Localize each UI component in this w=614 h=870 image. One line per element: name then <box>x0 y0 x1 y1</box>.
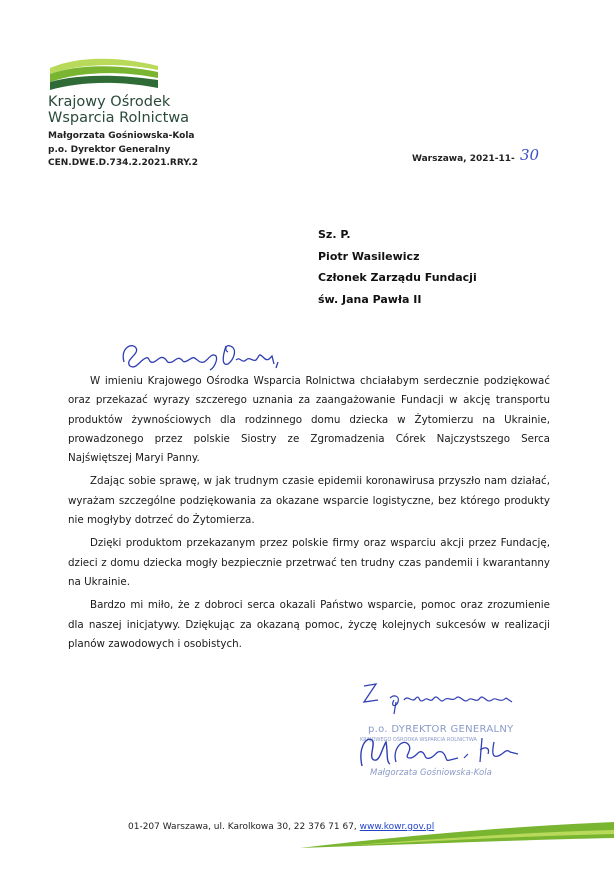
handwritten-salutation <box>118 338 288 372</box>
stamp-name: Małgorzata Gośniowska-Kola <box>370 768 492 778</box>
recipient-salutation: Sz. P. <box>318 228 351 241</box>
organization-name <box>48 94 189 126</box>
footer <box>128 822 434 832</box>
recipient-organization: św. Jana Pawła II <box>318 292 422 306</box>
handwritten-signature <box>352 728 522 774</box>
stamp-title: p.o. DYREKTOR GENERALNY <box>368 724 514 735</box>
body-paragraph-4: Bardzo mi miło, że z dobroci serca okazali Państwo wsparcie, pomoc oraz zrozumienie dla naszej inicjatywy. Dziękując za okazaną pomoc, życzę kolejnych sukcesów w realizacji planów zawodowych i osobistych. <box>68 599 550 650</box>
letter-date: Warszawa, 2021-11- <box>412 154 515 164</box>
handwritten-closing <box>360 678 520 716</box>
body-paragraph-3: Dzięki produktom przekazanym przez polskie firmy oraz wsparciu akcji przez Fundację, dzieci z domu dziecka mogły bezpiecznie przetrwać ten trudny czas pandemii i kwarantanny na Ukrainie. <box>68 537 550 588</box>
recipient-role: Członek Zarządu Fundacji <box>318 271 477 284</box>
body-paragraph-1: W imieniu Krajowego Ośrodka Wsparcia Rolnictwa chciałabym serdecznie podziękować oraz przekazać wyrazy szczerego uznania za zaangażowanie Fundacji w akcję transportu produktów żywnościowych dla rodzinnego domu dziecka w Żytomierzu na Ukrainie, prowadzonego przez polskie Siostry ze Zgromadzenia Córek Najczystszego Serca Najświętszej Maryi Panny. <box>68 375 550 465</box>
sender-name: Małgorzata Gośniowska-Kola <box>48 131 195 141</box>
handwritten-date-day: 30 <box>520 146 540 164</box>
footer-swoosh <box>0 808 614 870</box>
body-paragraph-2: Zdając sobie sprawę, w jak trudnym czasie epidemii koronawirusa przyszło nam działać, wyrażam szczególne podziękowania za okazane wsparcie logistyczne, bez którego produkty nie mogłyby dotrzeć do Żytomierza. <box>68 475 550 527</box>
recipient-block <box>318 224 477 310</box>
footer-address: 01-207 Warszawa, ul. Karolkowa 30, 22 376 71 67, <box>128 822 357 832</box>
sender-block <box>48 130 198 171</box>
org-name-line1: Krajowy Ośrodek <box>48 94 171 110</box>
reference-number: CEN.DWE.D.734.2.2021.RRY.2 <box>48 158 198 168</box>
letter-body <box>68 372 550 658</box>
footer-website-link[interactable]: www.kowr.gov.pl <box>359 822 435 832</box>
sender-title: p.o. Dyrektor Generalny <box>48 144 171 155</box>
org-name-line2: Wsparcia Rolnictwa <box>48 110 190 126</box>
stamp-subtitle: KRAJOWEGO OŚRODKA WSPARCIA ROLNICTWA <box>360 737 477 743</box>
recipient-name: Piotr Wasilewicz <box>318 249 420 263</box>
